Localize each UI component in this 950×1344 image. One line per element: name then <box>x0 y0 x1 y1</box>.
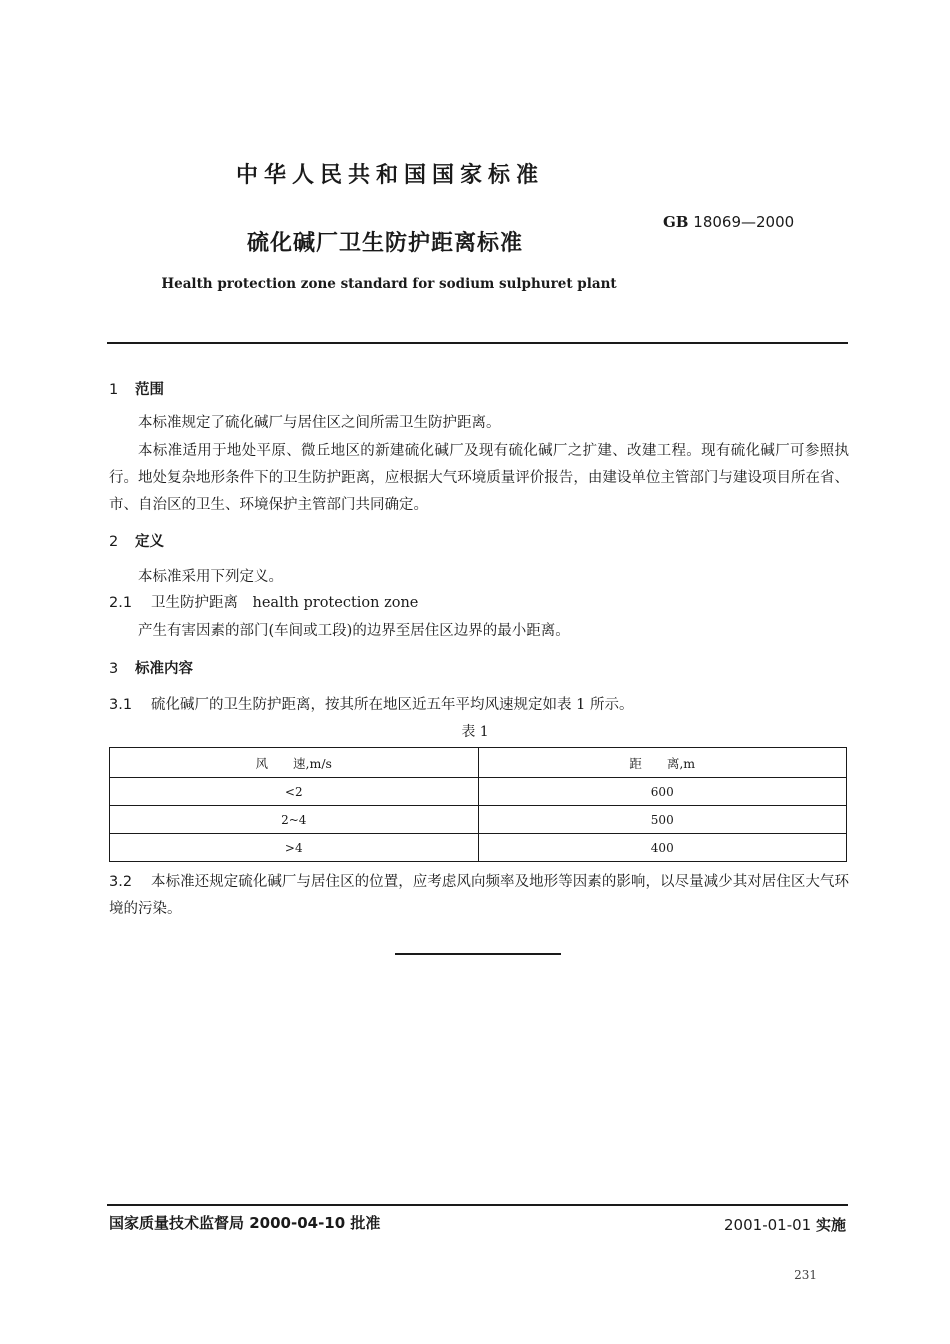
table-row <box>110 834 847 862</box>
effective-label: 实施 <box>815 1216 846 1234</box>
section-1-paragraph-2: 本标准适用于地处平原、微丘地区的新建硫化碱厂及现有硫化碱厂之扩建、改建工程。现有硫化碱厂可参照执行。地处复杂地形条件下的卫生防护距离，应根据大气环境质量评价报告，由建设单位主管部门与建设项目所在省、市、自治区的卫生、环境保护主管部门共同确定。 <box>109 443 849 513</box>
header-divider <box>107 342 848 344</box>
section-title: 标准内容 <box>135 661 193 677</box>
clause-text: 本标准还规定硫化碱厂与居住区的位置，应考虑风向频率及地形等因素的影响，以尽量减少其对居住区大气环境的污染。 <box>109 874 849 917</box>
section-number: 2 <box>109 534 119 550</box>
table-header-row <box>110 748 847 778</box>
clause-3-1 <box>109 692 849 719</box>
table-cell-wind-speed: <2 <box>110 778 479 806</box>
section-2-paragraph-1: 本标准采用下列定义。 <box>138 569 283 585</box>
column-header-distance: 距 离,m <box>478 748 847 778</box>
table-cell-wind-speed: >4 <box>110 834 479 862</box>
table-caption: 表 1 <box>461 724 489 740</box>
section-number: 1 <box>109 382 119 398</box>
subsection-number: 2.1 <box>109 595 133 611</box>
clause-3-2 <box>109 869 849 923</box>
section-2-heading <box>109 530 164 551</box>
section-number: 3 <box>109 661 119 677</box>
national-standard-title: 中华人民共和国国家标准 <box>235 163 544 188</box>
page-number: 231 <box>794 1268 817 1282</box>
table-cell-distance: 600 <box>478 778 847 806</box>
footer-divider <box>107 1204 848 1206</box>
definition-2-1-text: 产生有害因素的部门(车间或工段)的边界至居住区边界的最小距离。 <box>138 623 570 639</box>
column-header-wind-speed: 风 速,m/s <box>110 748 479 778</box>
table-cell-distance: 400 <box>478 834 847 862</box>
table-cell-wind-speed: 2~4 <box>110 806 479 834</box>
section-3-heading <box>109 657 193 678</box>
document-title-en: Health protection zone standard for sodium sulphuret plant <box>161 276 617 292</box>
section-1-heading <box>109 378 164 399</box>
section-title: 范围 <box>135 382 164 398</box>
effective-statement <box>724 1214 846 1235</box>
subsection-number: 3.1 <box>109 697 133 713</box>
effective-date: 2001-01-01 <box>724 1216 812 1234</box>
approval-statement: 国家质量技术监督局 2000-04-10 批准 <box>109 1214 381 1232</box>
section-title: 定义 <box>135 534 164 550</box>
table-row <box>110 778 847 806</box>
subsection-number: 3.2 <box>109 874 133 890</box>
wind-speed-distance-table <box>109 747 847 862</box>
table-cell-distance: 500 <box>478 806 847 834</box>
standard-prefix: GB <box>663 213 689 231</box>
table-row <box>110 806 847 834</box>
standard-code: 18069—2000 <box>693 213 795 231</box>
definition-2-1 <box>109 590 849 617</box>
section-1-paragraph-1: 本标准规定了硫化碱厂与居住区之间所需卫生防护距离。 <box>138 415 501 431</box>
definition-term: 卫生防护距离 health protection zone <box>151 595 419 611</box>
document-title-cn: 硫化碱厂卫生防护距离标准 <box>246 231 523 256</box>
clause-text: 硫化碱厂的卫生防护距离，按其所在地区近五年平均风速规定如表 1 所示。 <box>151 697 634 713</box>
end-of-text-divider <box>395 953 561 955</box>
